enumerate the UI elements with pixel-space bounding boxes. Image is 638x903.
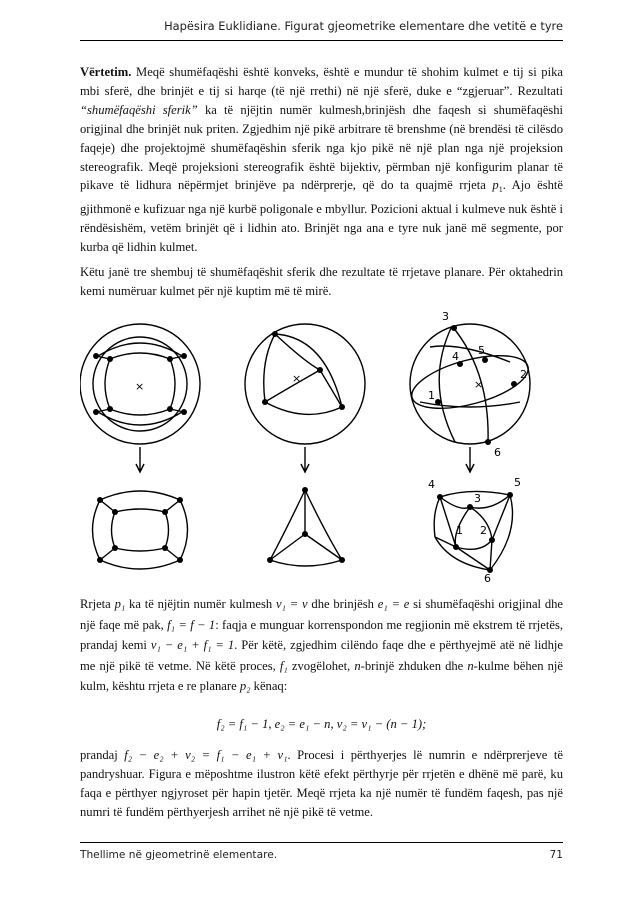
proof-text-3: . Ajo është gjithmonë e kufizuar nga një kurbë poligonale e mbyllur. Pozicioni aktual i kulmeve nuk është i rëndësishëm, vetëm brinjët që i lidhin ato. Brinjët nga ana e tyre nuk janë më segmente, por kurba që lidhin kulmet. <box>80 178 563 255</box>
net-label-6: 6 <box>484 572 491 582</box>
octa-projection-point: × <box>474 378 484 391</box>
proof-paragraph <box>80 63 563 257</box>
faces-equation: f₁ = f − 1 <box>167 617 216 632</box>
page-number: 71 <box>549 849 563 861</box>
net-label-4: 4 <box>428 478 435 491</box>
net-p2-symbol: p₂ <box>239 679 251 693</box>
tetrahedron-spherical-figure <box>245 324 365 444</box>
proof-text-1: Meqë shumëfaqëshi është konveks, është e mundur të shohim kulmet e tij si pika mbi sferë, dhe brinjët e tij si harqe (të një rrethi) në një sferë, duke e “zgjeruar”. Rezultati <box>80 65 563 98</box>
cube-spherical-figure <box>80 324 200 444</box>
octa-label-1: 1 <box>428 389 435 402</box>
projection-arrows <box>136 447 474 472</box>
display-equation: f₂ = f₁ − 1, e₂ = e₁ − n, v₂ = v₁ − (n − 1); <box>216 717 427 731</box>
edges-equation: e₁ = e <box>377 597 410 611</box>
net-properties-paragraph: Rrjeta p₁ ka të njëjtin numër kulmesh v₁ = v dhe brinjësh e₁ = e si shumëfaqëshi origjinal dhe një faqe më pak, f₁ = f − 1: faqja e munguar korrenspondon me regjionin më ekstrem të rrjetës, prandaj kemi v₁ − e₁ + f₁ = 1. Për këtë, zgjedhim cilëndo faqe dhe e përthyejmë atë në lidhje me një pikë të vetme. Në këtë proces, f₁ zvogëlohet, n-brinjë zhduken dhe n-kulme bëhen një kulm, kështu rrjeta e re planare p₂ kënaq: <box>80 597 564 693</box>
tetra-sphere-outline <box>245 324 365 444</box>
cube-projection-point: × <box>135 380 145 393</box>
header-rule <box>80 40 563 41</box>
net-label-5: 5 <box>514 476 521 489</box>
footer-title: Thellime në gjeometrinë elementare. <box>80 849 278 861</box>
net-p1-symbol: p₁ <box>114 597 126 611</box>
running-header: Hapësira Euklidiane. Figurat gjeometrike elementare dhe vetitë e tyre <box>164 19 563 33</box>
proof-text-2: ka të njëjtin numër kulmesh,brinjësh dhe faqesh si shumëfaqëshi origjinal dhe brinjët nuk priten. Zgjedhim një pikë arbitrare të brenshme (në brendësi të cilësdo faqeje) dhe projektojmë shumëfaqëshin sferik nga kjo pikë në një plan nga një projeksion stereografik. Meqë projeksioni stereografik është bijektiv, përmban një konfigurim planar të pikave të lidhura nëpërmjet brinjëve pa ndërprerje, që do ta quajmë rrjeta <box>80 102 563 193</box>
net-symbol-p1: $p_1$ <box>492 178 503 195</box>
net-label-2: 2 <box>480 524 487 537</box>
folding-paragraph: prandaj f₂ − e₂ + v₂ = f₁ − e₁ + v₁. Procesi i përthyerjes lë numrin e ndërprerjeve të pandryshuar. Figura e mëposhtme ilustron këtë efekt përthyrje për rrjetën e dhënë më parë, ku faqa e përthyer ngjyroset për hapin tjetër. Meqë rrjeta ka një numër të fundëm faqesh, pas një numri të fundëm përthyerjesh arrihet në një pikë të vetme. <box>80 748 563 819</box>
tetrahedron-planar-net <box>267 487 345 566</box>
cube-planar-net <box>93 491 188 569</box>
octa-label-5: 5 <box>478 344 485 357</box>
vertices-equation: v₁ = v <box>275 597 308 611</box>
euler-net-equation: v₁ − e₁ + f₁ = 1 <box>150 638 235 652</box>
net-label-3: 3 <box>474 492 481 505</box>
spherical-polyhedron-term: “shumëfaqëshi sferik” <box>80 102 198 117</box>
footer-rule <box>80 842 563 843</box>
spherical-polyhedra-figure <box>80 302 563 582</box>
octa-label-6: 6 <box>494 446 501 459</box>
octahedron-planar-net <box>428 476 521 582</box>
proof-lead: Vërtetim. <box>80 65 132 79</box>
tetra-projection-point: × <box>292 372 302 385</box>
f1-symbol: f₁ <box>279 658 288 673</box>
octa-label-3: 3 <box>442 310 449 323</box>
octahedron-spherical-figure <box>406 310 533 459</box>
octa-label-2: 2 <box>520 368 527 381</box>
examples-paragraph: Këtu janë tre shembuj të shumëfaqëshit sferik dhe rezultate të rrjetave planare. Për oktahedrin kemi numëruar kulmet për një kuptim më të mirë. <box>80 265 563 298</box>
net-label-1: 1 <box>456 524 463 537</box>
invariance-equation: f₂ − e₂ + v₂ = f₁ − e₁ + v₁ <box>124 748 288 762</box>
octa-label-4: 4 <box>452 350 459 363</box>
